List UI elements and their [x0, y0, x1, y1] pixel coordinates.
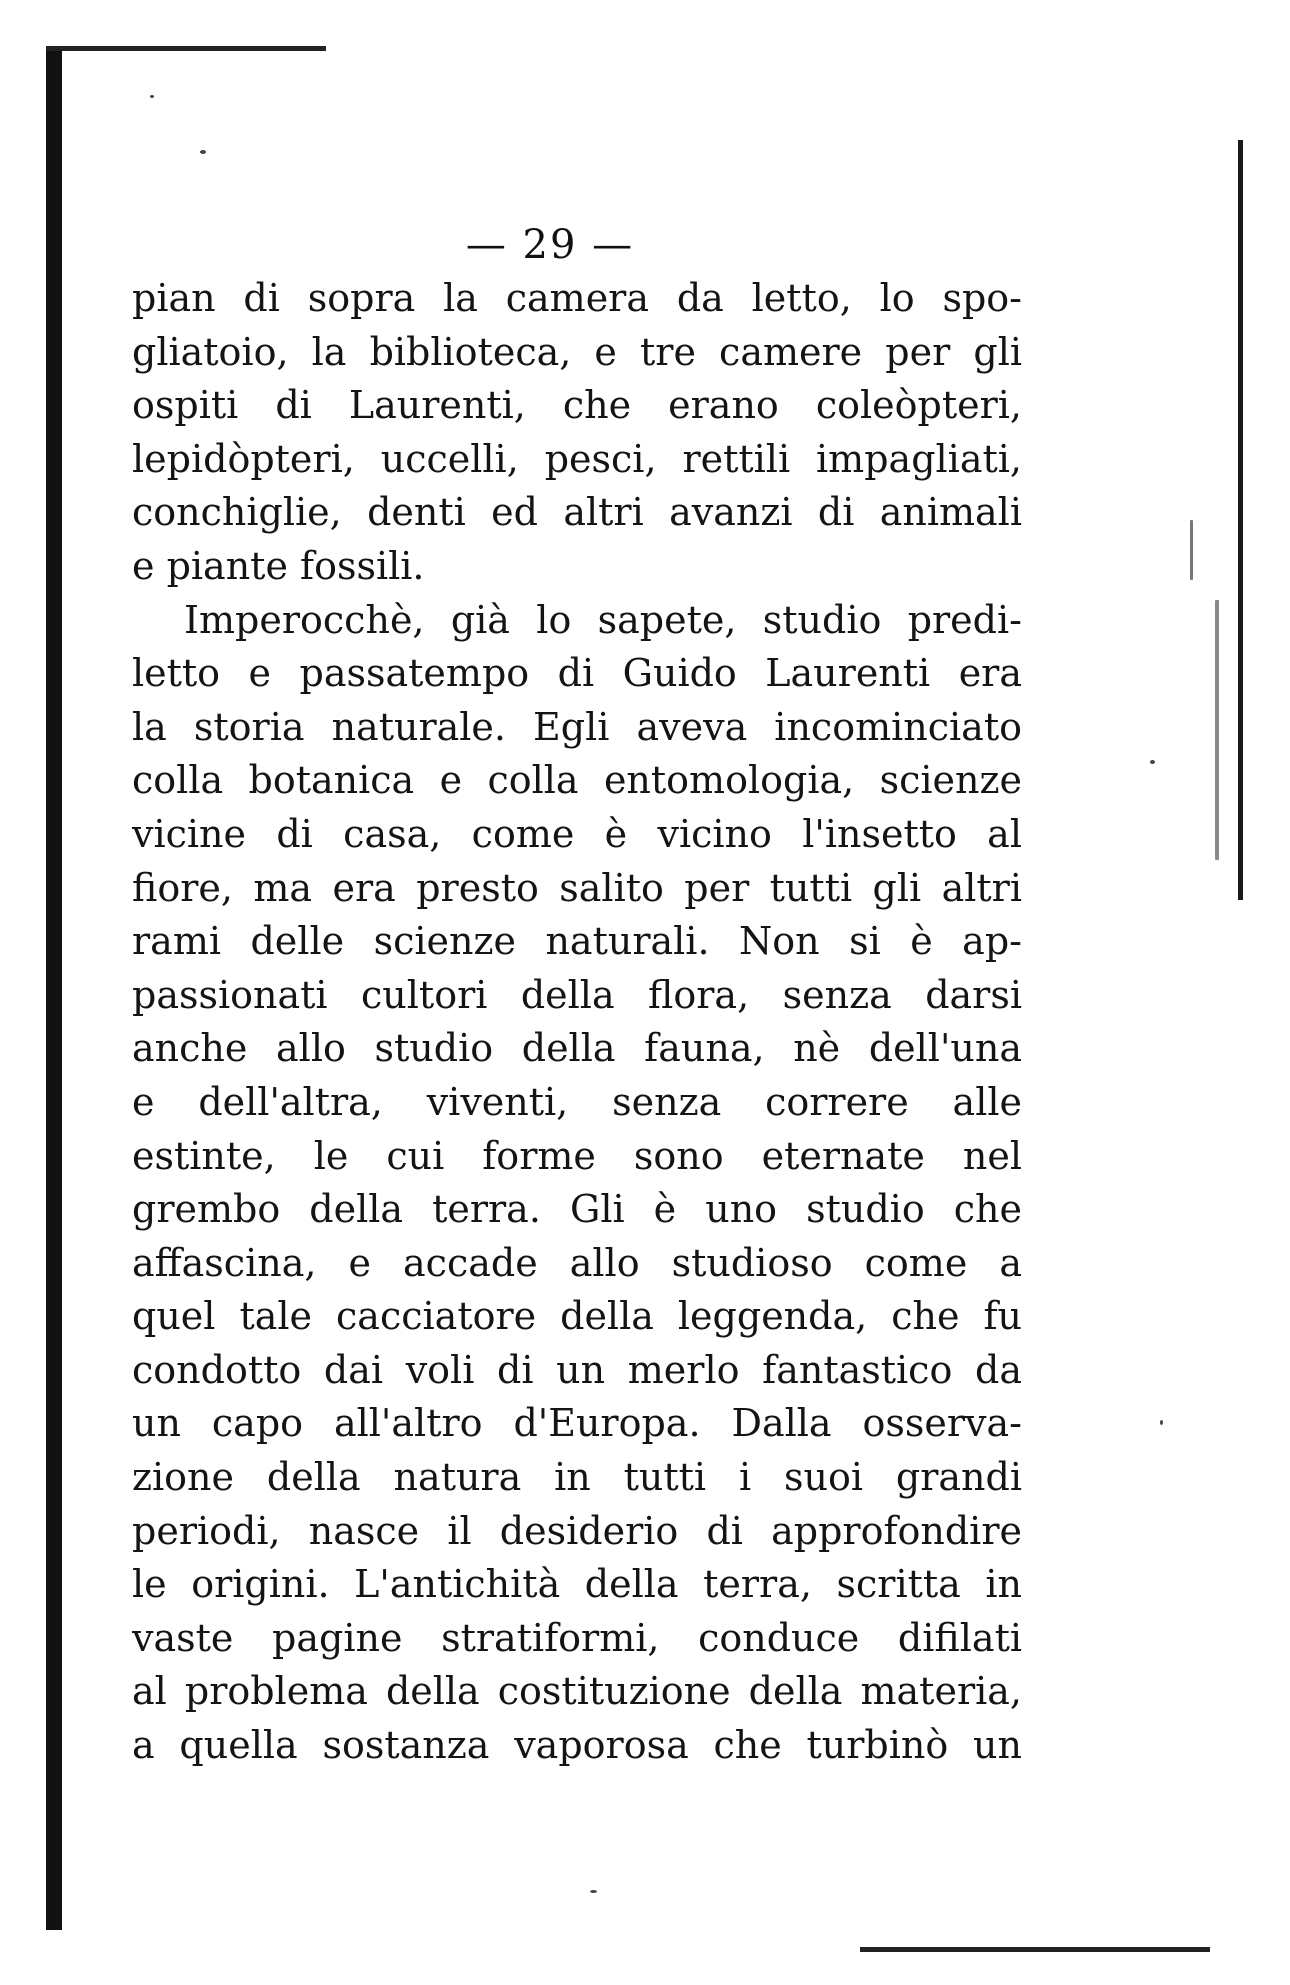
text-line: vicine di casa, come è vicino l'insetto al [132, 811, 1022, 856]
text-line: ospiti di Laurenti, che erano coleòpteri, [132, 383, 1022, 428]
right-scan-border [1238, 140, 1243, 900]
left-scan-border [46, 50, 62, 1930]
text-line: condotto dai voli di un merlo fantastico da [132, 1347, 1022, 1392]
text-line: e piante fossili. [132, 543, 425, 588]
text-line: rami delle scienze naturali. Non si è ap- [132, 919, 1022, 964]
text-line: colla botanica e colla entomologia, scienze [132, 758, 1022, 803]
scan-speck [590, 1890, 597, 1893]
text-line: zione della natura in tutti i suoi grandi [132, 1455, 1022, 1500]
text-line: passionati cultori della flora, senza darsi [132, 972, 1022, 1017]
text-line: a quella sostanza vaporosa che turbinò un [132, 1723, 1022, 1768]
text-line: un capo all'altro d'Europa. Dalla osserva- [132, 1401, 1022, 1446]
scan-speck [1190, 520, 1193, 580]
text-line: periodi, nasce il desiderio di approfondire [132, 1508, 1022, 1553]
bottom-scan-border [860, 1947, 1210, 1952]
text-line: affascina, e accade allo studioso come a [132, 1240, 1022, 1285]
scan-speck [1160, 1420, 1163, 1425]
text-line: lepidòpteri, uccelli, pesci, rettili impagliati, [132, 436, 1022, 481]
body-text [132, 272, 1022, 1773]
text-line: Imperocchè, già lo sapete, studio predi- [184, 597, 1022, 642]
page-number: — 29 — [465, 222, 635, 268]
scan-speck [200, 150, 206, 154]
text-line: estinte, le cui forme sono eternate nel [132, 1133, 1022, 1178]
scan-speck [1215, 600, 1219, 860]
text-line: anche allo studio della fauna, nè dell'una [132, 1026, 1022, 1071]
text-line: al problema della costituzione della materia, [132, 1669, 1022, 1714]
text-line: letto e passatempo di Guido Laurenti era [132, 651, 1022, 696]
top-scan-border [46, 46, 326, 51]
text-line: vaste pagine stratiformi, conduce difilati [132, 1615, 1022, 1660]
text-line: e dell'altra, viventi, senza correre alle [132, 1079, 1022, 1124]
scan-speck [1150, 760, 1155, 764]
text-line: conchiglie, denti ed altri avanzi di animali [132, 490, 1022, 535]
text-line: quel tale cacciatore della leggenda, che fu [132, 1294, 1022, 1339]
text-line: pian di sopra la camera da letto, lo spo- [132, 276, 1022, 320]
text-line: grembo della terra. Gli è uno studio che [132, 1187, 1022, 1232]
text-line: le origini. L'antichità della terra, scritta in [132, 1562, 1022, 1607]
text-line: fiore, ma era presto salito per tutti gli altri [132, 865, 1022, 910]
text-line: la storia naturale. Egli aveva incominciato [132, 704, 1022, 749]
text-line: gliatoio, la biblioteca, e tre camere per gli [132, 329, 1022, 374]
scan-speck [150, 95, 154, 98]
